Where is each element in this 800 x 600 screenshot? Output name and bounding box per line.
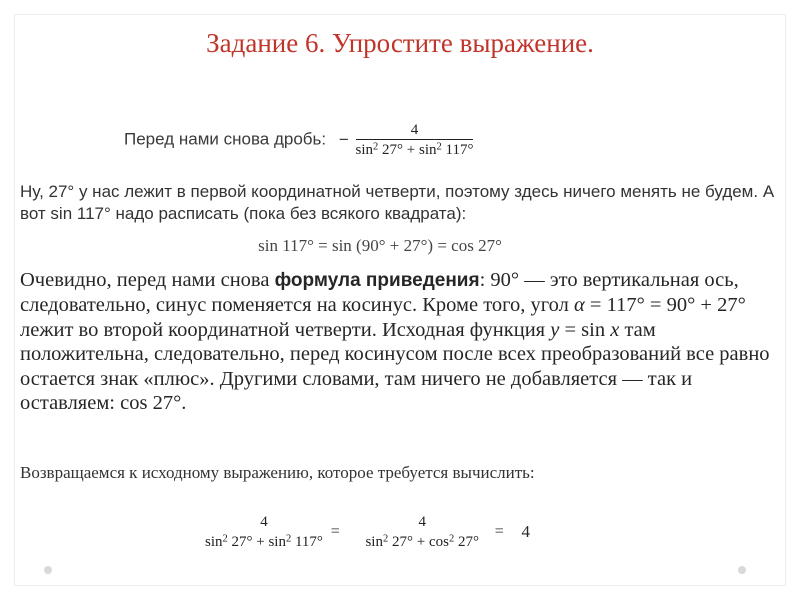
equation-1: sin 117° = sin (90° + 27°) = cos 27°: [258, 236, 502, 255]
final-fraction-1: [205, 514, 323, 550]
equals-sign-2: =: [494, 523, 504, 540]
final-fraction-1-denominator: $\sin^2 27^\circ + \sin^2 117^\circ$: [205, 532, 323, 550]
corner-dot-right: [738, 566, 746, 574]
paragraph-1: Ну, 27° у нас лежит в первой координатной четверти, поэтому здесь ничего менять не будем. А вот sin 117° надо расписать (пока без всякого квадрата):: [20, 182, 775, 223]
intro-line: [124, 122, 473, 158]
fraction-numerator: 4: [410, 122, 419, 138]
corner-dot-left: [44, 566, 52, 574]
final-equation: [205, 514, 530, 550]
minus-sign: −: [338, 130, 349, 149]
final-fraction-2-numerator: 4: [418, 514, 426, 530]
paragraph-3: Возвращаемся к исходному выражению, которое требуется вычислить:: [20, 463, 535, 482]
equals-sign-1: =: [330, 523, 340, 540]
slide-title: Задание 6. Упростите выражение.: [206, 28, 594, 58]
intro-fraction: [356, 122, 474, 158]
final-fraction-2-denominator: $\sin^2 27^\circ + \cos^2 27^\circ$: [365, 532, 479, 550]
bold-term: формула приведения: [274, 270, 480, 291]
final-fraction-2: [365, 514, 478, 550]
intro-text: Перед нами снова дробь:: [124, 129, 327, 149]
paragraph-2: Очевидно, перед нами снова формула приведения: 90° — это вертикальная ось, следовательно, синус поменяется на косинус. Кроме того, угол α = 117° = 90° + 27° лежит во второй координатной четверти. Исходная функция y = sin x там положительна, следовательно, перед косинусом после всех преобразований все равно остается знак «плюс». Другими словами, там ничего не добавляется — так и оставляем: cos 27°.: [20, 269, 770, 415]
fraction-denominator: $\sin^2 27^\circ + \sin^2 117^\circ$: [356, 139, 474, 159]
final-result: 4: [521, 522, 530, 541]
final-fraction-1-numerator: 4: [260, 514, 268, 530]
